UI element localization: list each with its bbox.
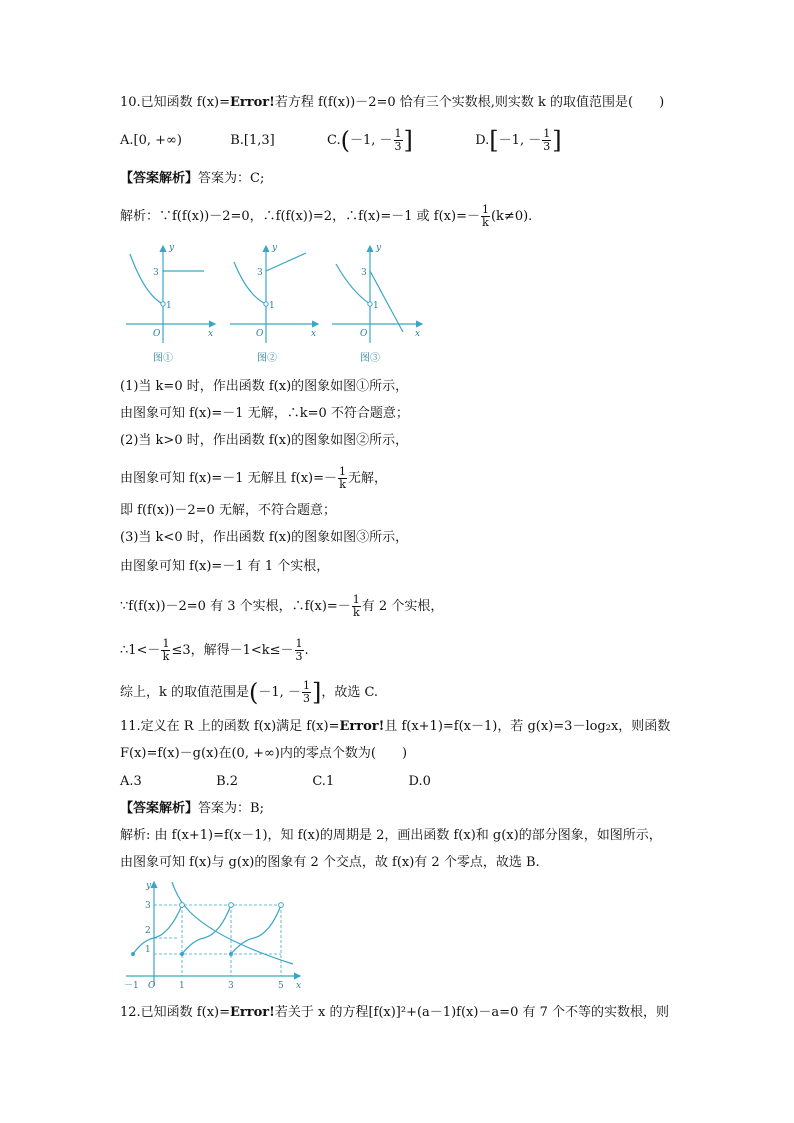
q11-option-d: D.0 [408, 774, 431, 789]
q12-stem: 12.已知函数 f(x)=Error!若关于 x 的方程[f(x)]²+(a－1)f(x)－a=0 有 7 个不等的实数根，则 [120, 1005, 670, 1020]
figure-1 [126, 243, 215, 364]
svg-text:O: O [256, 329, 264, 339]
svg-text:3: 3 [361, 268, 367, 278]
open-point [161, 302, 165, 306]
svg-text:O: O [360, 329, 368, 339]
q10-figures [120, 240, 440, 370]
svg-text:x: x [296, 981, 302, 991]
curve-left [130, 254, 163, 304]
q10-solution-s9: ∴1<－ $\frac{1}{k}$ ≤3，解得－1<k≤－ $\frac{1}{3}$ . [120, 637, 309, 663]
open-point [368, 302, 372, 306]
q10-option-a: A.[0, +∞) [120, 133, 182, 148]
svg-text:3: 3 [145, 901, 151, 911]
open-point [180, 903, 185, 908]
closed-point [131, 952, 135, 956]
svg-text:1: 1 [166, 301, 172, 311]
q10-options [120, 128, 562, 153]
error-token: Error! [230, 95, 275, 110]
f-curve [133, 905, 281, 954]
svg-text:3: 3 [257, 268, 263, 278]
error-token: Error! [230, 1005, 275, 1020]
q11-options [120, 773, 431, 791]
figure-3 [332, 243, 422, 364]
open-point [279, 903, 284, 908]
fraction: $\frac{1}{3}$ [394, 127, 402, 153]
q10-solution-s7: 由图象可知 f(x)=－1 有 1 个实根， [120, 559, 330, 574]
svg-text:O: O [153, 329, 161, 339]
figure-2-label: 图② [257, 353, 277, 364]
q11-answer: 【答案解析】答案为：B; [120, 801, 264, 816]
svg-text:O: O [148, 981, 156, 991]
q10-solution-s4: 由图象可知 f(x)=－1 无解且 f(x)=－ $\frac{1}{k}$ 无解， [120, 465, 388, 491]
open-point [264, 302, 268, 306]
q10-option-c: C.(－1, － $\frac{1}{3}$ ] [327, 126, 413, 155]
svg-text:y: y [272, 243, 278, 253]
svg-text:1: 1 [269, 301, 275, 311]
svg-text:1: 1 [179, 981, 185, 991]
dashed-guides [154, 905, 281, 976]
figure-1-label: 图① [153, 353, 173, 364]
svg-text:3: 3 [153, 268, 159, 278]
svg-text:5: 5 [278, 981, 284, 991]
q10-solution-s3: (2)当 k>0 时，作出函数 f(x)的图象如图②所示， [120, 433, 409, 448]
q10-solution-s2: 由图象可知 f(x)=－1 无解，∴k=0 不符合题意； [120, 406, 409, 421]
q11-stem-line2: F(x)=f(x)－g(x)在(0, +∞)内的零点个数为( ) [120, 746, 408, 761]
q11-stem-line1: 11.定义在 R 上的函数 f(x)满足 f(x)=Error!且 f(x+1)=f(x－1)，若 g(x)=3－log₂x，则函数 [120, 719, 671, 734]
figure-3-label: 图③ [360, 353, 380, 364]
svg-text:x: x [311, 329, 317, 339]
q11-option-b: B.2 [216, 774, 239, 789]
q11-solution-line1: 解析: 由 f(x+1)=f(x－1)，知 f(x)的周期是 2，画出函数 f(x)和 g(x)的部分图象，如图所示， [120, 828, 662, 843]
q10-stem: 10.已知函数 f(x)=Error!若方程 f(f(x))－2=0 恰有三个实数根,则实数 k 的取值范围是( ) [120, 95, 665, 110]
svg-text:x: x [415, 329, 421, 339]
q11-option-a: A.3 [120, 774, 142, 789]
q11-graph [118, 878, 308, 992]
q11-option-c: C.1 [312, 774, 335, 789]
q10-solution-s5: 即 f(f(x))－2=0 无解，不符合题意； [120, 503, 336, 518]
open-point [229, 903, 234, 908]
fraction: $\frac{1}{3}$ [543, 127, 551, 153]
figure-2 [230, 243, 318, 364]
closed-point [229, 952, 233, 956]
error-token: Error! [339, 719, 385, 734]
q10-option-d: D.[－1, － $\frac{1}{3}$ ] [475, 126, 562, 155]
q10-solution-line1: 解析：∵f(f(x))－2=0，∴f(f(x))=2，∴f(x)=－1 或 f(x)=－ $\frac{1}{k}$ (k≠0). [120, 203, 533, 229]
increasing-line [266, 253, 306, 271]
svg-text:y: y [376, 243, 382, 253]
svg-text:y: y [146, 881, 152, 891]
q10-option-b: B.[1,3] [230, 133, 275, 148]
svg-text:－1: －1 [124, 981, 139, 991]
svg-text:1: 1 [145, 945, 151, 955]
q10-solution-s8: ∵f(f(x))－2=0 有 3 个实根，∴f(x)=－ $\frac{1}{k}$ 有 2 个实根， [120, 593, 444, 619]
q10-answer: 【答案解析】答案为：C; [120, 171, 265, 186]
svg-text:1: 1 [373, 301, 379, 311]
svg-text:3: 3 [228, 981, 234, 991]
q10-solution-s10: 综上，k 的取值范围是(－1, － $\frac{1}{3}$ ]，故选 C. [120, 678, 379, 707]
svg-text:x: x [208, 329, 214, 339]
q10-solution-s1: (1)当 k=0 时，作出函数 f(x)的图象如图①所示， [120, 379, 409, 394]
svg-text:y: y [169, 243, 175, 253]
closed-point [180, 952, 184, 956]
q10-solution-s6: (3)当 k<0 时，作出函数 f(x)的图象如图③所示， [120, 530, 409, 545]
q11-solution-line2: 由图象可知 f(x)与 g(x)的图象有 2 个交点，故 f(x)有 2 个零点，故选 B. [120, 855, 540, 870]
svg-text:2: 2 [145, 926, 151, 936]
